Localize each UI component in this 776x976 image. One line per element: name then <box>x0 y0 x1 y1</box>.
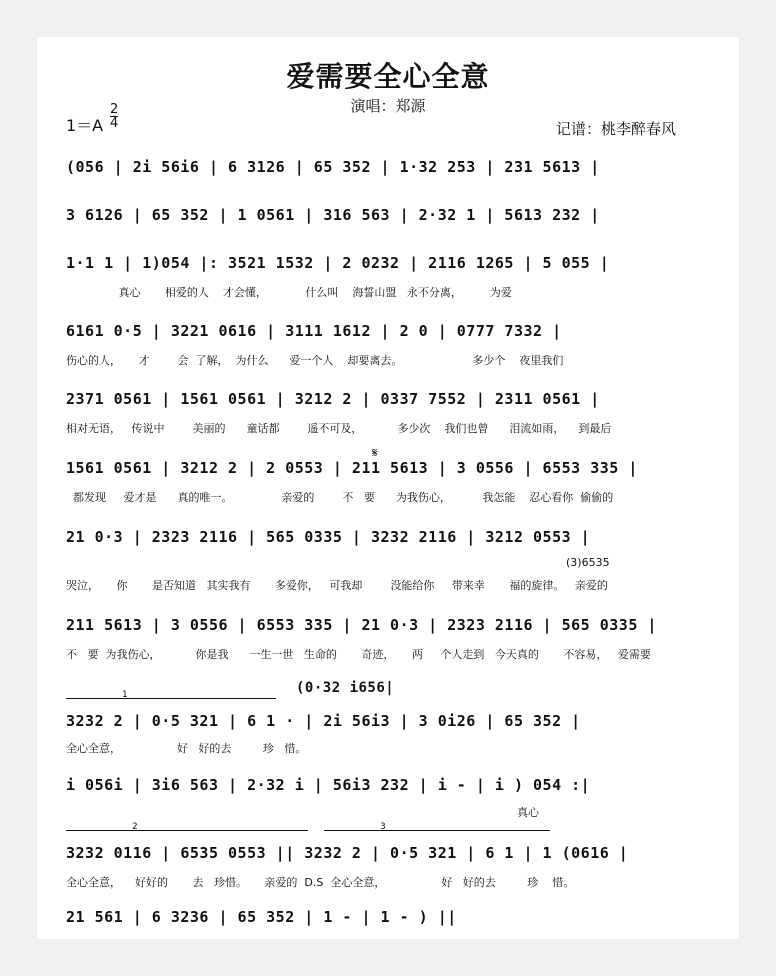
system-3-lyrics: 真心 相爱的人 才会懂， 什么叫 海誓山盟 永不分离， 为爱 <box>66 286 512 299</box>
volta-bracket-3 <box>324 822 550 832</box>
ossia-notes: (3)6535 <box>566 556 610 569</box>
system-8-notes: 211 5613 | 3 0556 | 6553 335 | 21 0·3 | 2323 2116 | 565 0335 | <box>66 616 657 634</box>
volta-bracket-2 <box>66 822 308 832</box>
volta-3-number: 3 <box>380 822 386 832</box>
system-11-lyrics: 全心全意， 好好的 去 珍惜。 亲爱的 D.S 全心全意， 好 好的去 珍 惜。 <box>66 876 575 889</box>
system-10-notes: i 056i | 3i6 563 | 2·32 i | 56i3 232 | i - | i ) 054 :| <box>66 776 591 794</box>
system-3-notes: 1·1 1 | 1)054 |: 3521 1532 | 2 0232 | 2116 1265 | 5 055 | <box>66 254 610 272</box>
system-12-notes: 21 561 | 6 3236 | 65 352 | 1 - | 1 - ) || <box>66 908 457 926</box>
system-9-notes: 3232 2 | 0·5 321 | 6 1 · | 2i 56i3 | 3 0i26 | 65 352 | <box>66 712 581 730</box>
volta-2-number: 2 <box>132 822 138 832</box>
system-6-lyrics: 都发现 爱才是 真的唯一。 亲爱的 不 要 为我伤心， 我怎能 忍心看你 偷偷的 <box>66 491 614 504</box>
system-4-notes: 6161 0·5 | 3221 0616 | 3111 1612 | 2 0 | 0777 7332 | <box>66 322 562 340</box>
system-7-notes: 21 0·3 | 2323 2116 | 565 0335 | 3232 2116 | 3212 0553 | <box>66 528 591 546</box>
time-denominator: 4 <box>110 116 119 131</box>
singer-credit: 演唱：郑源 <box>350 97 426 115</box>
system-5-lyrics: 相对无语， 传说中 美丽的 童话都 遥不可及， 多少次 我们也曾 泪流如雨， 到最后 <box>66 422 612 435</box>
time-numerator: 2 <box>110 102 119 117</box>
key-signature: 1＝A <box>66 116 104 135</box>
segno-sign: 𝄋 <box>372 446 378 461</box>
song-title: 爱需要全心全意 <box>286 60 490 93</box>
system-8-lyrics: 不 要 为我伤心， 你是我 一生一世 生命的 奇迹， 两 个人走到 今天真的 不容易， 爱需要 <box>66 648 651 661</box>
volta-1-number: 1 <box>122 690 128 700</box>
time-signature <box>110 103 118 130</box>
system-6-notes: 1561 0561 | 3212 2 | 2 0553 | 211 5613 | 3 0556 | 6553 335 | <box>66 459 638 477</box>
volta-bracket-1 <box>66 690 276 700</box>
system-4-lyrics: 伤心的人， 才 会 了解， 为什么 爱一个人 却要离去。 多少个 夜里我们 <box>66 354 564 367</box>
system-2-notes: 3 6126 | 65 352 | 1 0561 | 316 563 | 2·32 1 | 5613 232 | <box>66 206 600 224</box>
system-7-lyrics: 哭泣， 你 是否知道 其实我有 多爱你， 可我却 没能给你 带来幸 福的旋律。 亲爱的 <box>66 579 608 592</box>
transcriber-credit: 记谱：桃李醉春风 <box>556 120 677 138</box>
system-9-lyrics: 全心全意， 好 好的去 珍 惜。 <box>66 742 307 755</box>
system-11-notes: 3232 0116 | 6535 0553 || 3232 2 | 0·5 321 | 6 1 | 1 (0616 | <box>66 844 629 862</box>
system-10-lyrics: 真心 <box>66 806 540 819</box>
system-5-notes: 2371 0561 | 1561 0561 | 3212 2 | 0337 7552 | 2311 0561 | <box>66 390 600 408</box>
system-1-notes: (056 | 2i 56i6 | 6 3126 | 65 352 | 1·32 253 | 231 5613 | <box>66 158 600 176</box>
grace-line: (0·32 i656| <box>296 680 395 696</box>
